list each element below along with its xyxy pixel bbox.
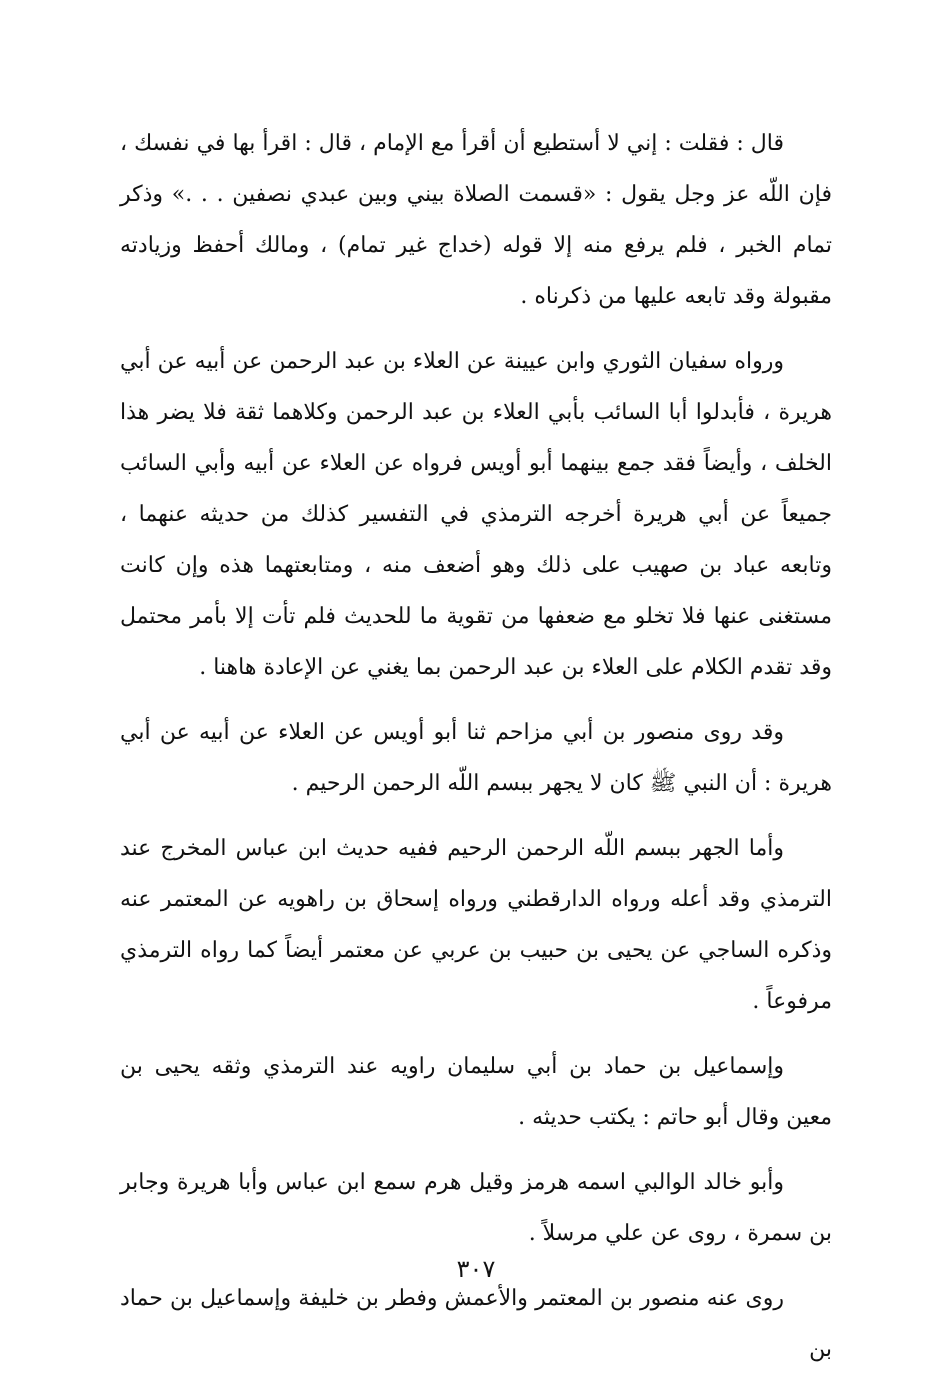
- paragraph: روى عنه منصور بن المعتمر والأعمش وفطر بن خليفة وإسماعيل بن حماد بن: [120, 1286, 832, 1362]
- paragraph: وأما الجهر ببسم اللّه الرحمن الرحيم ففيه حديث ابن عباس المخرج عند الترمذي وقد أعله ورواه الدارقطني ورواه إسحاق بن راهويه عن المعتمر عنه وذكره الساجي عن يحيى بن حبيب بن عربي عن معتمر أيضاً كما رواه الترمذي مرفوعاً .: [120, 836, 832, 1014]
- page-number: ٣٠٧: [456, 1255, 496, 1283]
- paragraph: وقد روى منصور بن أبي مزاحم ثنا أبو أويس عن العلاء عن أبيه عن أبي هريرة : أن النبي ﷺ كان لا يجهر ببسم اللّه الرحمن الرحيم .: [120, 720, 832, 796]
- body-text: [120, 118, 832, 1389]
- paragraph: قال : فقلت : إني لا أستطيع أن أقرأ مع الإمام ، قال : اقرأ بها في نفسك ، فإن اللّه عز وجل يقول : «قسمت الصلاة بيني وبين عبدي نصفين . . .» وذكر تمام الخبر ، فلم يرفع منه إلا قوله (خداج غير تمام) ، ومالك أحفظ وزيادته مقبولة وقد تابعه عليها من ذكرناه .: [120, 131, 832, 309]
- paragraph: وإسماعيل بن حماد بن أبي سليمان راويه عند الترمذي وثقه يحيى بن معين وقال أبو حاتم : يكتب حديثه .: [120, 1054, 832, 1130]
- paragraph: وأبو خالد الوالبي اسمه هرمز وقيل هرم سمع ابن عباس وأبا هريرة وجابر بن سمرة ، روى عن علي مرسلاً .: [120, 1170, 832, 1246]
- paragraph: ورواه سفيان الثوري وابن عيينة عن العلاء بن عبد الرحمن عن أبيه عن أبي هريرة ، فأبدلوا أبا السائب بأبي العلاء بن عبد الرحمن وكلاهما ثقة فلا يضر هذا الخلف ، وأيضاً فقد جمع بينهما أبو أويس فرواه عن العلاء عن أبيه وأبي السائب جميعاً عن أبي هريرة أخرجه الترمذي في التفسير كذلك من حديثه عنهما ، وتابعه عباد بن صهيب على ذلك وهو أضعف منه ، ومتابعتهما هذه وإن كانت مستغنى عنها فلا تخلو مع ضعفها من تقوية ما للحديث فلم تأت إلا بأمر محتمل وقد تقدم الكلام على العلاء بن عبد الرحمن بما يغني عن الإعادة هاهنا .: [120, 349, 832, 680]
